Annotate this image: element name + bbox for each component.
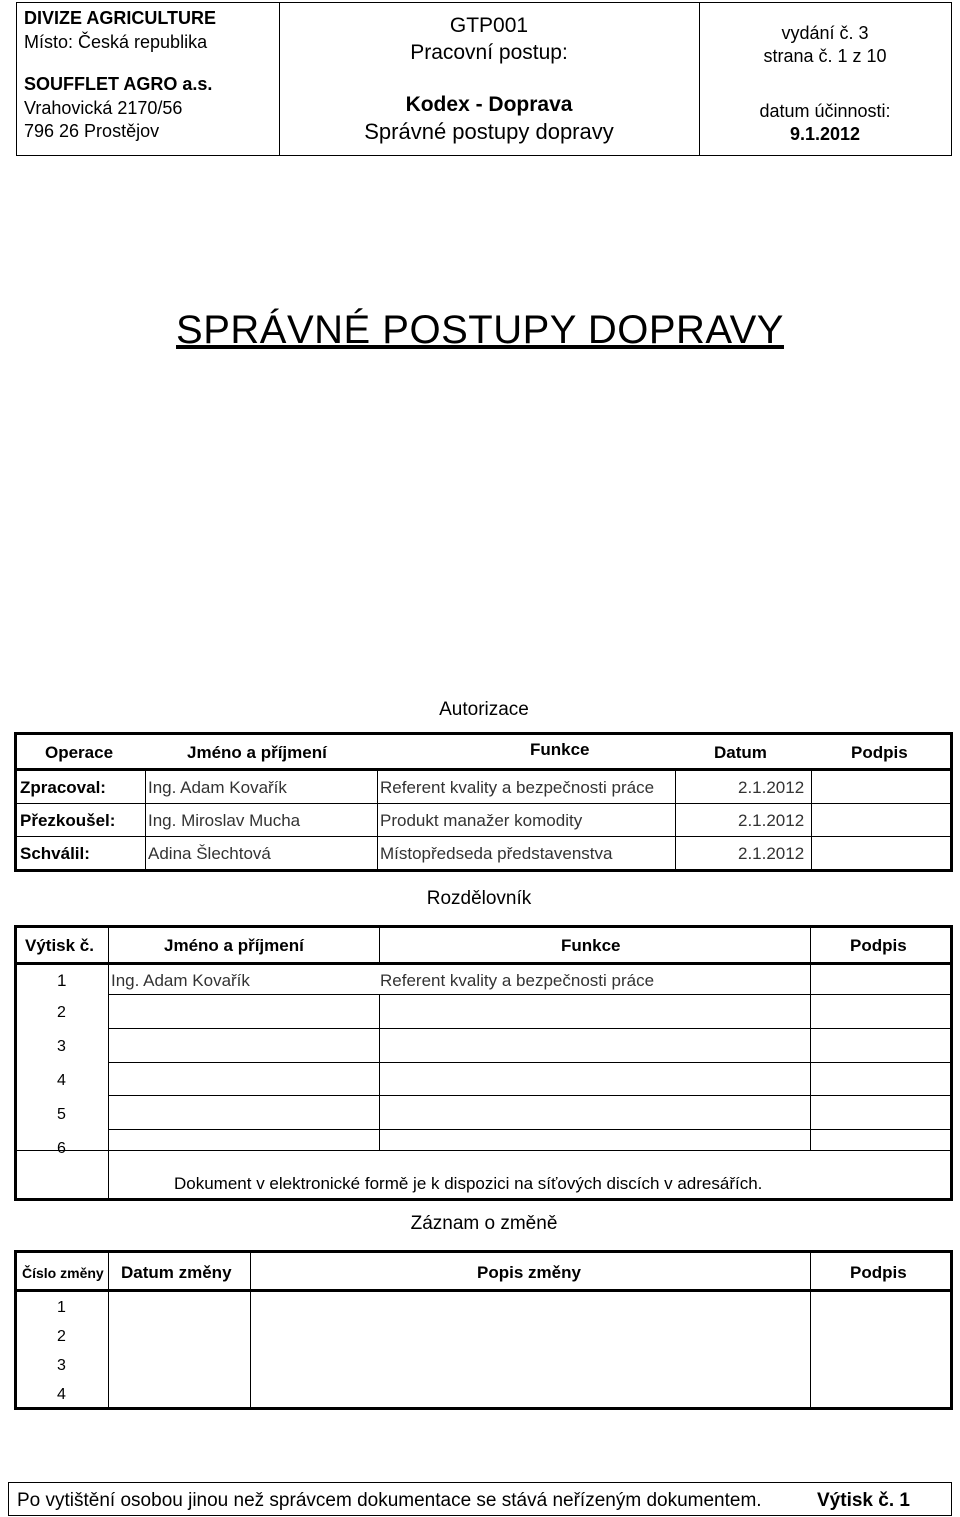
edition: vydání č. 3 [781, 23, 869, 43]
effective-date: 9.1.2012 [789, 124, 861, 144]
name-cell: Ing. Adam Kovařík [111, 971, 250, 990]
operation-cell: Schválil: [20, 844, 90, 863]
city-address: 796 26 Prostějov [24, 121, 160, 141]
column-divider [108, 1253, 109, 1407]
document-type: Pracovní postup: [410, 41, 568, 64]
authorization-caption: Autorizace [439, 699, 529, 720]
date-cell: 2.1.2012 [738, 844, 805, 863]
function-cell: Referent kvality a bezpečnosti práce [380, 971, 655, 990]
date-cell: 2.1.2012 [738, 811, 805, 830]
document-meta [699, 3, 951, 155]
copy-no-cell: 1 [57, 971, 67, 990]
effective-label: datum účinnosti: [759, 101, 891, 121]
document-code: GTP001 [449, 14, 529, 37]
page-title: SPRÁVNÉ POSTUPY DOPRAVY [176, 308, 784, 352]
row-divider [109, 1129, 950, 1130]
copy-no-cell: 4 [57, 1072, 66, 1089]
column-divider [108, 928, 109, 1198]
change-no-cell: 3 [57, 1357, 66, 1374]
function-cell: Referent kvality a bezpečnosti práce [380, 778, 655, 797]
header-date: Datum [714, 743, 767, 762]
uncontrolled-copy-notice: Po vytištění osobou jinou než správcem dokumentace se stává neřízeným dokumentem. [17, 1490, 762, 1511]
name-cell: Ing. Adam Kovařík [148, 778, 287, 797]
row-divider [17, 1150, 950, 1151]
document-info [279, 3, 700, 155]
row-divider [109, 1062, 950, 1063]
electronic-availability-note: Dokument v elektronické formě je k dispozici na síťových discích v adresářích. [174, 1174, 763, 1193]
copy-no-cell: 6 [57, 1140, 66, 1157]
page-number: strana č. 1 z 10 [763, 46, 887, 66]
header-signature: Podpis [851, 743, 908, 762]
distribution-caption: Rozdělovník [426, 888, 532, 909]
company-name: SOUFFLET AGRO a.s. [24, 74, 213, 94]
column-divider [810, 965, 811, 1150]
document-name: Kodex - Doprava [405, 93, 573, 116]
column-divider [675, 771, 676, 869]
header-name: Jméno a příjmení [187, 743, 327, 762]
copy-number: Výtisk č. 1 [817, 1490, 910, 1511]
column-divider [379, 994, 380, 1150]
row-divider [109, 1095, 950, 1096]
operation-cell: Zpracoval: [20, 778, 106, 797]
column-divider [810, 1253, 811, 1407]
authorization-table [14, 732, 953, 872]
change-no-cell: 4 [57, 1386, 66, 1403]
changes-caption: Záznam o změně [410, 1213, 558, 1234]
header-operation: Operace [45, 743, 114, 762]
operation-cell: Přezkoušel: [20, 811, 116, 830]
name-cell: Adina Šlechtová [148, 844, 271, 863]
function-cell: Místopředseda představenstva [380, 844, 613, 863]
column-divider [379, 928, 380, 962]
name-cell: Ing. Miroslav Mucha [148, 811, 301, 830]
org-info [17, 3, 280, 155]
document-header [16, 2, 952, 156]
row-divider [109, 994, 950, 995]
date-cell: 2.1.2012 [738, 778, 805, 797]
column-divider [377, 771, 378, 869]
header-change-date: Datum změny [121, 1263, 232, 1282]
street-address: Vrahovická 2170/56 [24, 98, 183, 118]
change-no-cell: 1 [57, 1299, 66, 1316]
column-divider [250, 1253, 251, 1407]
copy-no-cell: 3 [57, 1038, 66, 1055]
changes-table [14, 1250, 953, 1410]
function-cell: Produkt manažer komodity [380, 811, 583, 830]
division-name: DIVIZE AGRICULTURE [24, 8, 216, 28]
row-divider [109, 1028, 950, 1029]
footer-box [8, 1482, 952, 1516]
distribution-table [14, 925, 953, 1201]
column-divider [810, 928, 811, 962]
copy-no-cell: 2 [57, 1004, 66, 1021]
header-signature: Podpis [850, 936, 907, 955]
change-no-cell: 2 [57, 1328, 66, 1345]
header-signature: Podpis [850, 1263, 907, 1282]
document-subtitle: Správné postupy dopravy [364, 119, 614, 144]
location: Místo: Česká republika [24, 32, 208, 52]
row-divider [17, 803, 950, 804]
header-change-no: Číslo změny [22, 1265, 104, 1281]
row-divider [17, 836, 950, 837]
column-divider [811, 771, 812, 869]
header-copy-no: Výtisk č. [25, 936, 94, 955]
copy-no-cell: 5 [57, 1106, 66, 1123]
header-change-description: Popis změny [477, 1263, 581, 1282]
column-divider [145, 771, 146, 869]
header-name: Jméno a příjmení [164, 936, 304, 955]
header-function: Funkce [530, 740, 590, 759]
header-function: Funkce [561, 936, 621, 955]
